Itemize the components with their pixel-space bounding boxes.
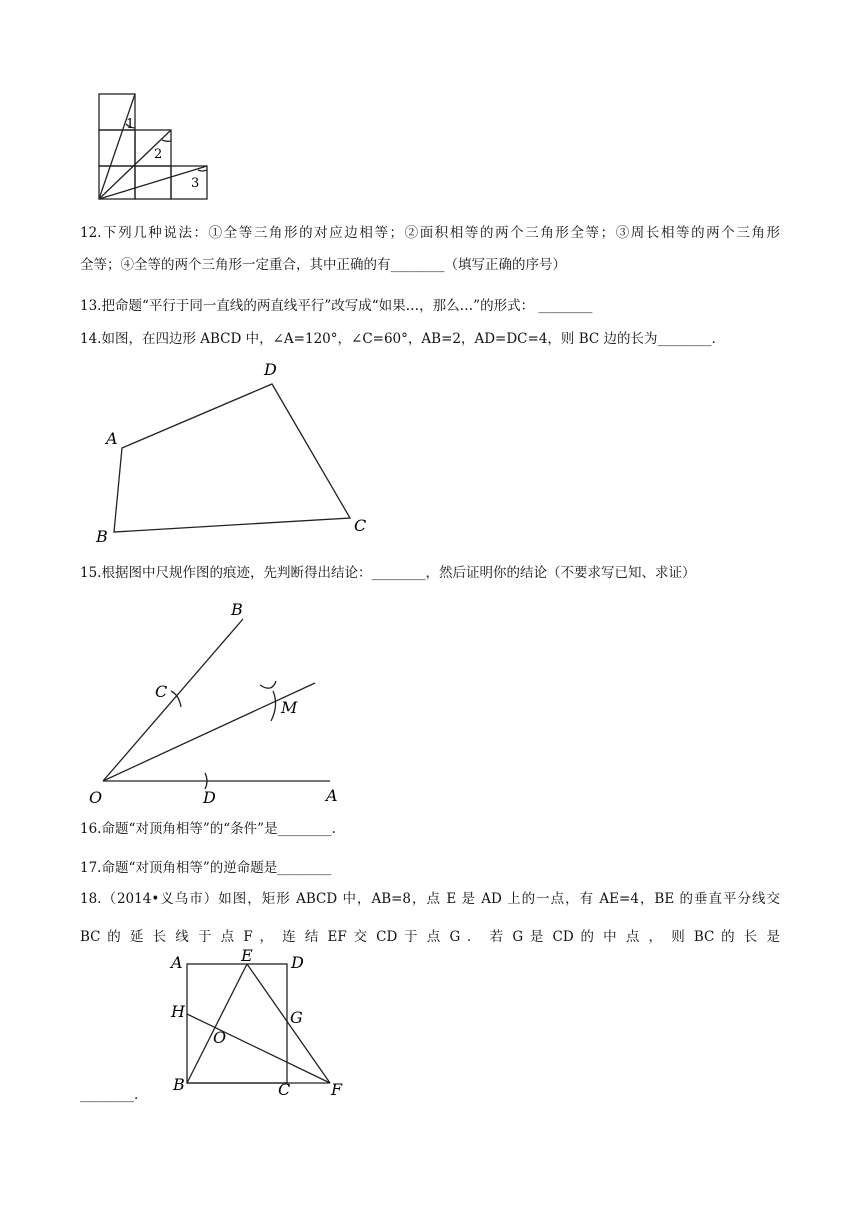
question-13: 13.把命题“平行于同一直线的两直线平行”改写成“如果…，那么…”的形式： ________ xyxy=(80,298,593,314)
grid-angle-figure xyxy=(90,88,220,203)
label-b: B xyxy=(173,1075,185,1094)
label-f: F xyxy=(331,1080,343,1099)
rectangle-figure xyxy=(165,946,350,1100)
quadrilateral-abcd xyxy=(114,384,350,532)
angle-label-2: 2 xyxy=(154,147,163,162)
label-a: A xyxy=(171,953,183,972)
label-d: D xyxy=(203,788,216,807)
question-18-line1: 18.（2014•义乌市）如图，矩形 ABCD 中，AB=8，点 E 是 AD 上的一点，有 AE=4，BE 的垂直平分线交 xyxy=(80,891,780,907)
label-b: B xyxy=(231,600,243,619)
angle-bisector-figure xyxy=(85,595,365,810)
quadrilateral-figure xyxy=(90,355,380,550)
label-d: D xyxy=(264,360,277,379)
label-e: E xyxy=(241,946,253,965)
label-g: G xyxy=(290,1008,303,1027)
rectangle-construction xyxy=(187,964,330,1083)
label-o: O xyxy=(213,1028,227,1047)
label-m: M xyxy=(281,698,298,717)
angle-label-1: 1 xyxy=(126,117,135,132)
question-18-line2: BC 的 延 长 线 于 点 F ， 连 结 EF 交 CD 于 点 G ． 若 G 是 CD 的 中 点 ， 则 BC 的 长 是 xyxy=(80,929,780,945)
label-c: C xyxy=(354,516,367,535)
label-c: C xyxy=(155,682,168,701)
label-h: H xyxy=(171,1002,185,1021)
label-o: O xyxy=(89,788,103,807)
angle-label-3: 3 xyxy=(191,176,200,191)
question-15: 15.根据图中尺规作图的痕迹，先判断得出结论：________，然后证明你的结论（不要求写已知、求证） xyxy=(80,565,696,581)
label-c: C xyxy=(278,1080,291,1099)
question-14: 14.如图，在四边形 ABCD 中，∠A=120°，∠C=60°，AB=2，AD=DC=4，则 BC 边的长为________． xyxy=(80,331,725,347)
rectangle-abcd xyxy=(187,964,287,1083)
question-12-line1: 12.下列几种说法：①全等三角形的对应边相等；②面积相等的两个三角形全等；③周长相等的两个三角形 xyxy=(80,225,780,241)
question-12-line2: 全等；④全等的两个三角形一定重合，其中正确的有________（填写正确的序号） xyxy=(80,257,566,273)
label-a: A xyxy=(106,429,118,448)
label-d: D xyxy=(291,953,304,972)
question-16: 16.命题“对顶角相等”的“条件”是________. xyxy=(80,821,336,837)
question-18-answer-blank: ________. xyxy=(80,1087,139,1103)
label-b: B xyxy=(96,527,108,546)
label-a: A xyxy=(326,786,338,805)
question-17: 17.命题“对顶角相等”的逆命题是________ xyxy=(80,860,332,876)
